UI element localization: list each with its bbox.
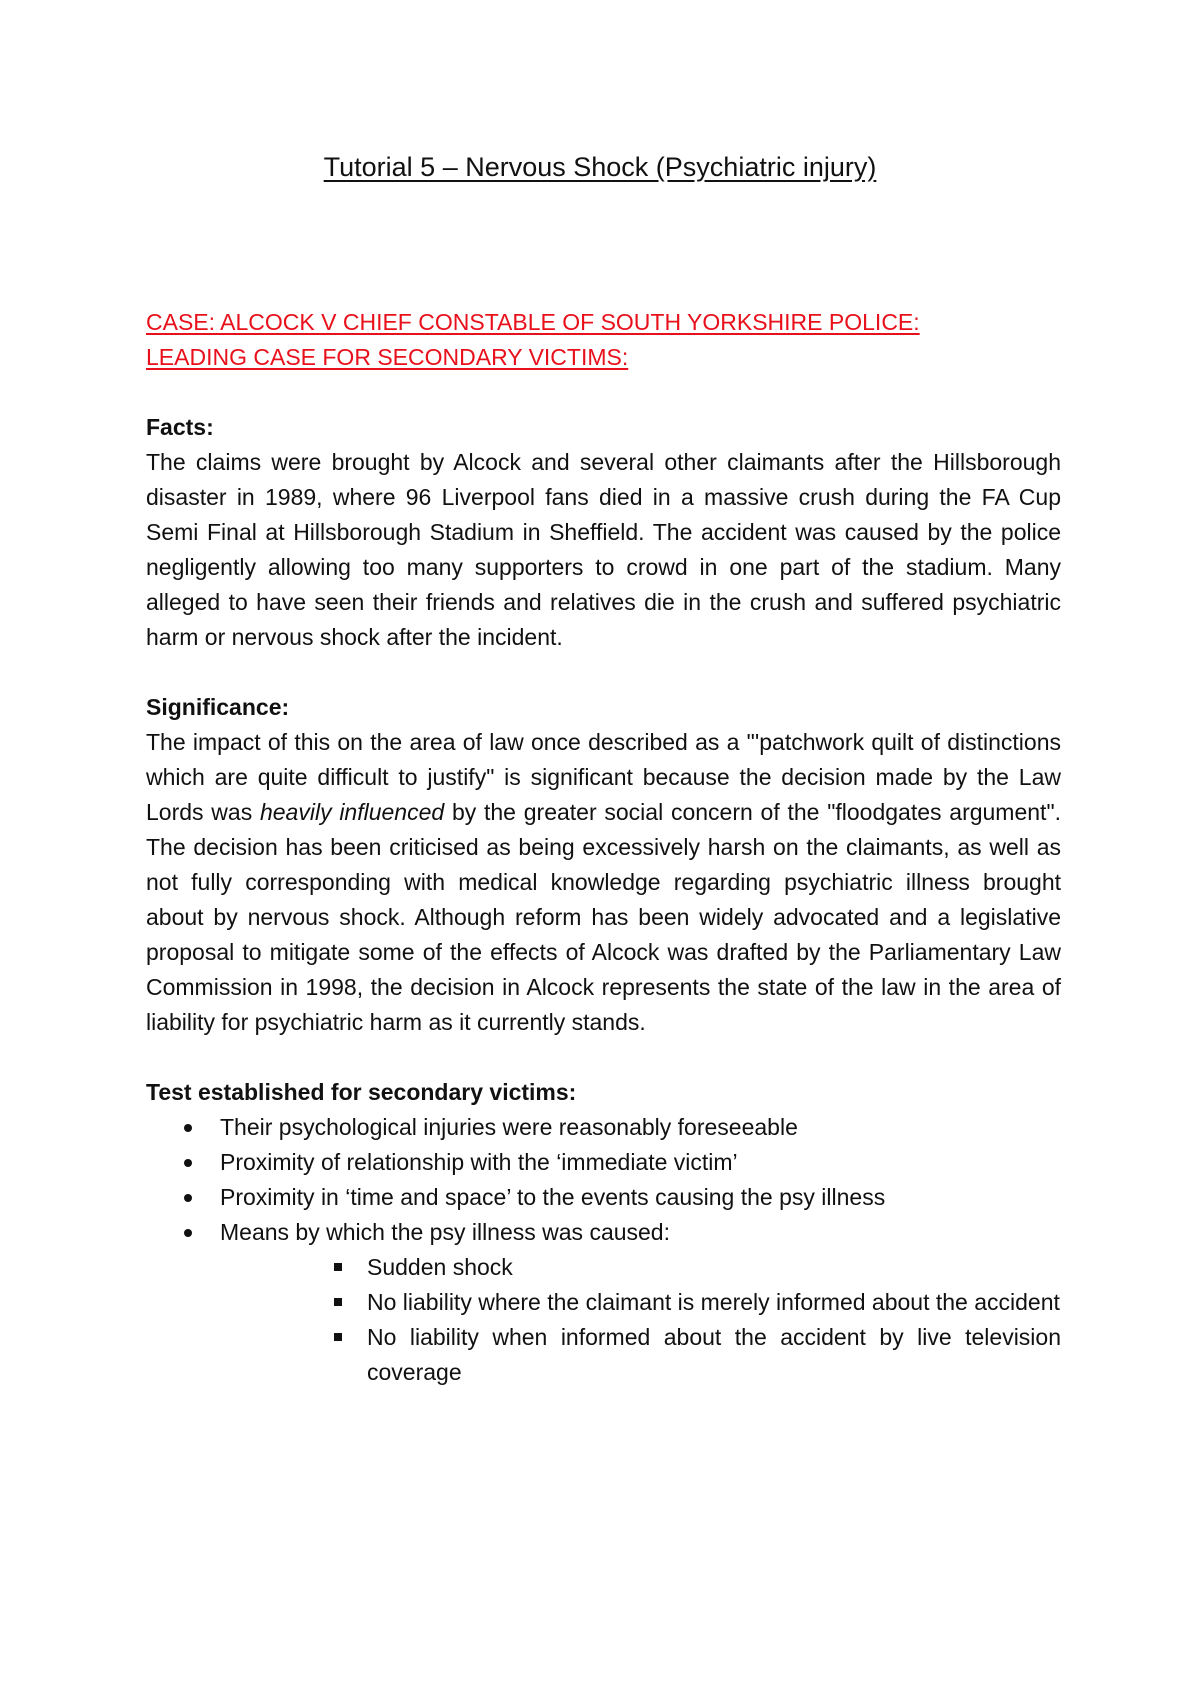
means-sub-bullet-list	[146, 1250, 1061, 1390]
square-bullet-icon	[334, 1298, 342, 1306]
sub-list-item	[146, 1285, 1061, 1320]
square-bullet-icon	[334, 1333, 342, 1341]
significance-text-italic: heavily influenced	[259, 799, 445, 825]
bullet-text: Means by which the psy illness was caused:	[220, 1219, 670, 1245]
document-body	[146, 305, 1061, 1390]
bullet-text: Proximity in ‘time and space’ to the events causing the psy illness	[220, 1184, 886, 1210]
bullet-text: Their psychological injuries were reasonably foreseeable	[220, 1114, 798, 1140]
bullet-icon	[184, 1124, 192, 1132]
page-title: Tutorial 5 – Nervous Shock (Psychiatric injury)	[323, 152, 877, 182]
square-bullet-icon	[334, 1263, 342, 1271]
facts-label: Facts:	[146, 414, 214, 440]
bullet-icon	[184, 1159, 192, 1167]
significance-label: Significance:	[146, 694, 290, 720]
bullet-icon	[184, 1229, 192, 1237]
test-bullet-list	[146, 1110, 1061, 1250]
test-label: Test established for secondary victims:	[146, 1079, 577, 1105]
list-item	[146, 1215, 1061, 1250]
significance-paragraph	[146, 725, 1061, 1040]
significance-text-before: The impact of this on the area of law once described as a "'patchwork quilt of distinctions which are quite difficult to justify" is significant because the decision made by the Law Lords was	[146, 729, 1061, 825]
sub-list-item	[146, 1320, 1061, 1390]
list-item	[146, 1110, 1061, 1145]
sub-bullet-text: No liability where the claimant is merely informed about the accident	[367, 1289, 1060, 1315]
list-item	[146, 1145, 1061, 1180]
bullet-icon	[184, 1194, 192, 1202]
sub-list-item	[146, 1250, 1061, 1285]
bullet-text: Proximity of relationship with the ‘immediate victim’	[220, 1149, 738, 1175]
facts-paragraph: The claims were brought by Alcock and several other claimants after the Hillsborough disaster in 1989, where 96 Liverpool fans died in a massive crush during the FA Cup Semi Final at Hillsborough Stadium in Sheffield. The accident was caused by the police negligently allowing too many supporters to crowd in one part of the stadium. Many alleged to have seen their friends and relatives die in the crush and suffered psychiatric harm or nervous shock after the incident.	[146, 449, 1061, 650]
sub-bullet-text: Sudden shock	[367, 1254, 513, 1280]
case-heading-line-2: LEADING CASE FOR SECONDARY VICTIMS:	[146, 344, 629, 370]
case-heading-line-1: CASE: ALCOCK V CHIEF CONSTABLE OF SOUTH YORKSHIRE POLICE:	[146, 309, 920, 335]
list-item	[146, 1180, 1061, 1215]
significance-text-after: by the greater social concern of the "floodgates argument". The decision has been criticised as being excessively harsh on the claimants, as well as not fully corresponding with medical knowledge regarding psychiatric illness brought about by nervous shock. Although reform has been widely advocated and a legislative proposal to mitigate some of the effects of Alcock was drafted by the Parliamentary Law Commission in 1998, the decision in Alcock represents the state of the law in the area of liability for psychiatric harm as it currently stands.	[146, 799, 1061, 1035]
sub-bullet-text: No liability when informed about the accident by live television coverage	[367, 1324, 1061, 1385]
